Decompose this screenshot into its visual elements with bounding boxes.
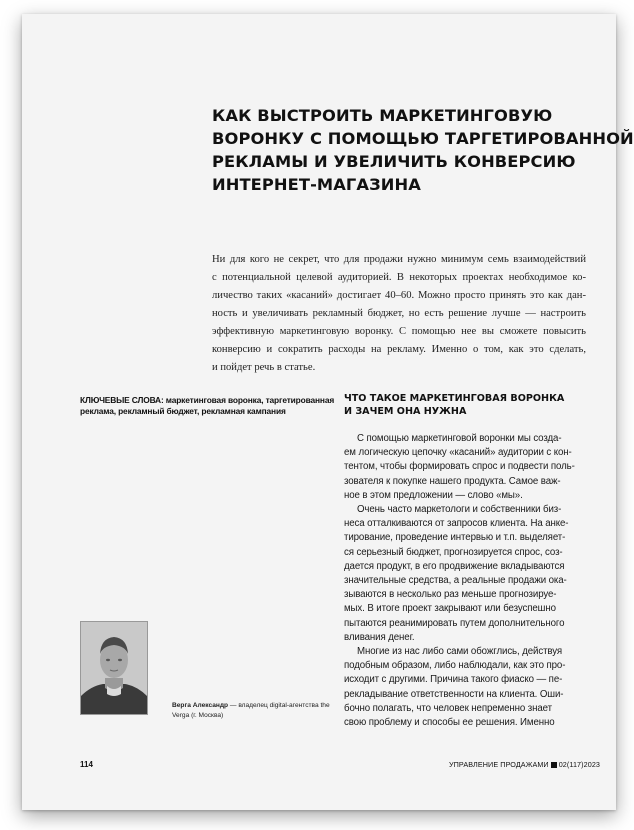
body-line: бочно полагать, что человек непременно знает <box>344 702 552 714</box>
journal-name: УПРАВЛЕНИЕ ПРОДАЖАМИ <box>449 760 549 769</box>
body-line: дается продукт, в его продвижение вкладываются <box>344 560 565 572</box>
body-line: Очень часто маркетологи и собственники биз- <box>357 504 562 516</box>
author-line-1 <box>172 701 342 711</box>
body-line: зываются в несколько раз меньше прогнозируе- <box>344 589 557 601</box>
lead-line: Ни для кого не секрет, что для продажи нужно минимум семь взаимодействий <box>212 254 586 265</box>
section-heading-line: И ЗАЧЕМ ОНА НУЖНА <box>344 406 467 417</box>
body-line: значительные средства, а реальные продажи ока- <box>344 575 567 587</box>
issue-number: 02(117)2023 <box>558 760 601 769</box>
lead-line: конверсию и сократить расходы на рекламу. Именно о том, как это сделать, <box>212 344 586 355</box>
body-line: вливания денег. <box>344 631 415 643</box>
article-body <box>344 432 584 730</box>
lead-line: личество таких «касаний» достигает 40–60. Можно просто принять это как дан- <box>212 290 586 301</box>
journal-footer <box>449 760 600 769</box>
article-lead <box>212 251 586 377</box>
lead-line: эффективную маркетинговую воронку. С помощью нее вы сможете повысить <box>212 326 586 337</box>
body-line: неса отталкиваются от запросов клиента. На анке- <box>344 518 569 530</box>
lead-line: ность и увеличивать рекламный бюджет, но есть решение лучше — настроить <box>212 308 586 319</box>
title-line: ИНТЕРНЕТ-МАГАЗИНА <box>212 175 421 194</box>
author-photo <box>80 621 148 715</box>
body-line: зователя к покупке нашего продукта. Самое важ- <box>344 475 561 487</box>
body-line: тентом, чтобы формировать спрос и подвести поль- <box>344 461 575 473</box>
title-line: ВОРОНКУ С ПОМОЩЬЮ ТАРГЕТИРОВАННОЙ <box>212 129 634 148</box>
author-line-2: Verga (г. Москва) <box>172 712 224 719</box>
keywords <box>80 395 335 417</box>
body-line: подобным образом, либо наблюдали, как это про- <box>344 660 566 672</box>
body-line: мых. В итоге проект закрывают или безуспешно <box>344 603 556 615</box>
section-heading-line: ЧТО ТАКОЕ МАРКЕТИНГОВАЯ ВОРОНКА <box>344 393 565 404</box>
author-role: — владелец digital-агентства the <box>228 702 330 709</box>
body-line: ся серьезный бюджет, прогнозируется спрос, соз- <box>344 546 563 558</box>
author-name: Верга Александр <box>172 702 229 709</box>
body-line: Многие из нас либо сами обожглись, действуя <box>357 646 563 658</box>
article-title <box>212 104 634 196</box>
section-heading <box>344 392 594 418</box>
title-line: РЕКЛАМЫ И УВЕЛИЧИТЬ КОНВЕРСИЮ <box>212 152 576 171</box>
title-line: КАК ВЫСТРОИТЬ МАРКЕТИНГОВУЮ <box>212 106 553 125</box>
body-line: рекладывание ответственности на клиента. Оши- <box>344 688 564 700</box>
square-bullet-icon <box>551 762 557 768</box>
magazine-page <box>22 14 634 810</box>
author-caption <box>172 701 342 721</box>
body-line: С помощью маркетинговой воронки мы созда- <box>357 433 562 444</box>
keywords-line: КЛЮЧЕВЫЕ СЛОВА: маркетинговая воронка, таргетированная <box>80 395 335 405</box>
body-line: ем логическую цепочку «касаний» аудитории с кон- <box>344 447 572 459</box>
lead-line: и пойдет речь в статье. <box>212 362 316 373</box>
author-portrait-icon <box>81 622 147 714</box>
lead-line: с потенциальной целевой аудиторией. В некоторых проектах необходимое ко- <box>212 272 586 283</box>
body-line: тирование, проведение интервью и т.п. выделяет- <box>344 532 566 544</box>
body-line: исходит с другими. Причина такого фиаско — пе- <box>344 674 563 686</box>
body-line: свою проблему и способы ее решения. Именно <box>344 717 555 729</box>
body-line: пытаются реанимировать путем дополнительного <box>344 617 565 629</box>
page-number: 114 <box>80 760 93 769</box>
keywords-line: реклама, рекламный бюджет, рекламная кампания <box>80 406 286 416</box>
body-line: ное в этом предложении — слово «мы». <box>344 489 523 501</box>
